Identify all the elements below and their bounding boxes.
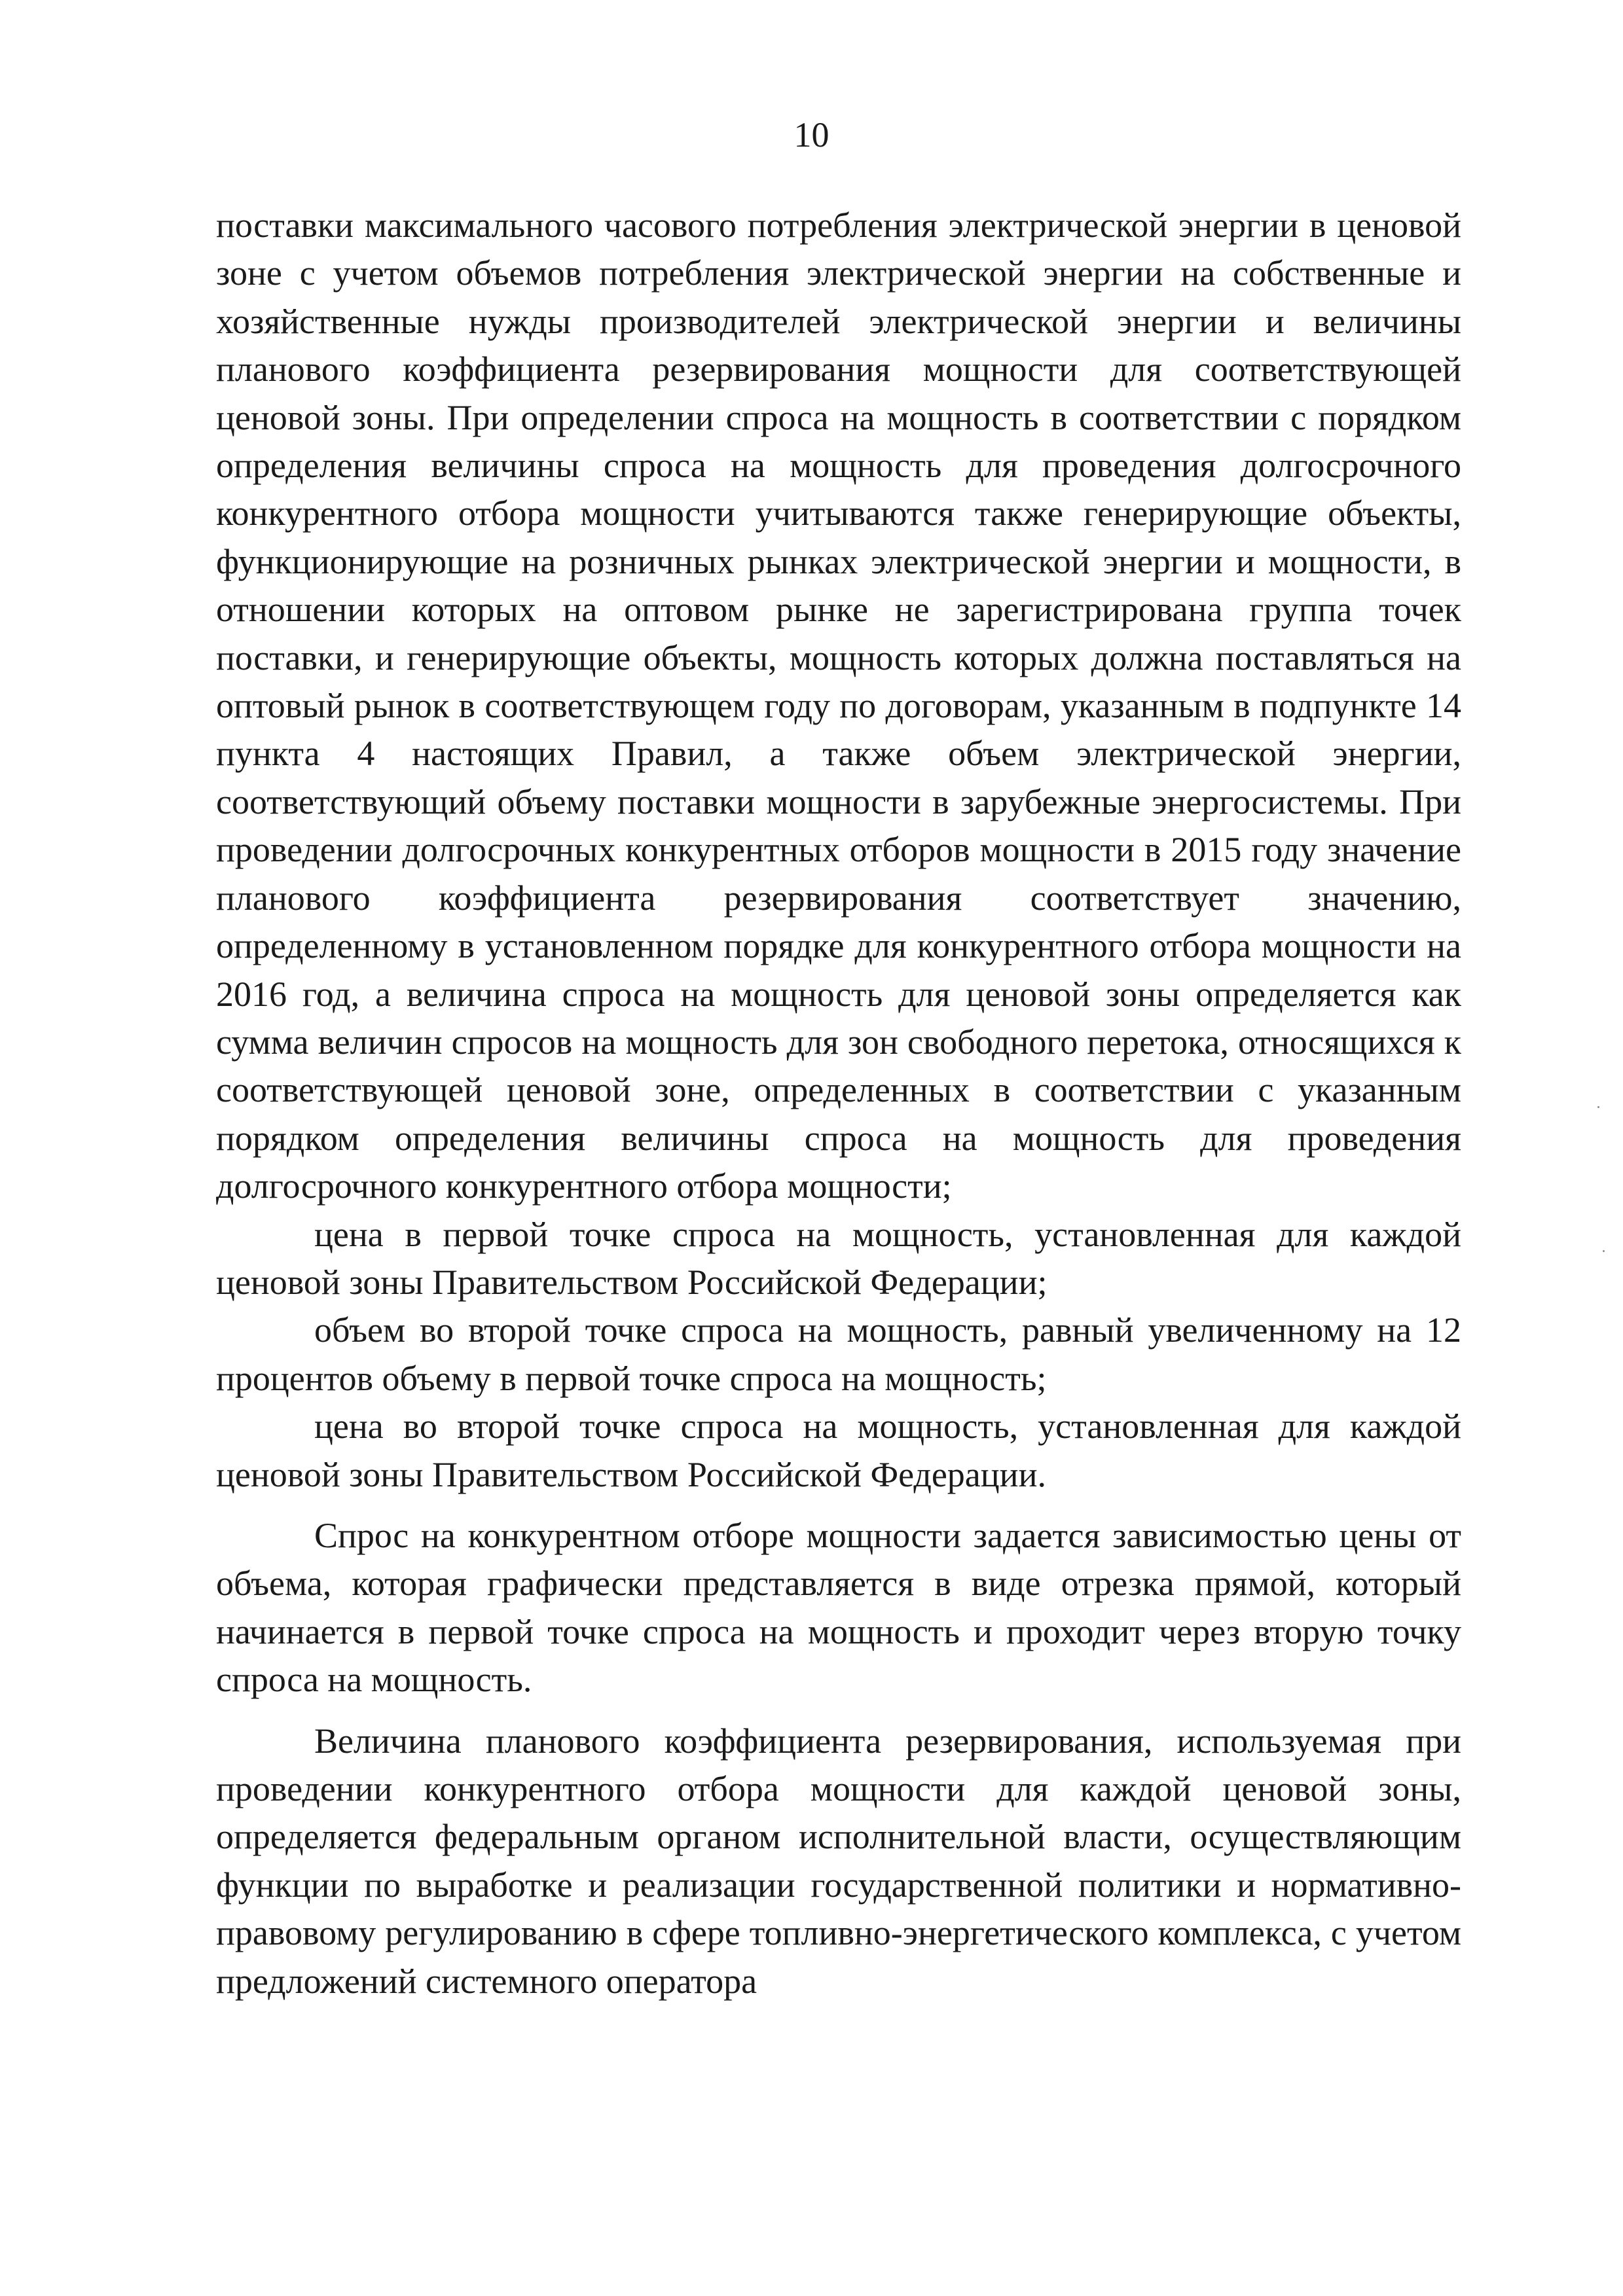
paragraph-volume-second-point: объем во второй точке спроса на мощность, равный увеличенному на 12 процентов объему в первой точке спроса на мощность;	[216, 1310, 1461, 1398]
page-number: 10	[793, 115, 830, 154]
scan-dust-mark	[1597, 1106, 1599, 1108]
paragraph-continuation: поставки максимального часового потребления электрической энергии в ценовой зоне с учетом объемов потребления электрической энергии на собственные и хозяйственные нужды производителей электрической энергии и величины планового коэффициента резервирования мощности для соответствующей ценовой зоны. При определении спроса на мощность в соответствии с порядком определения величины спроса на мощность для проведения долгосрочного конкурентного отбора мощности учитываются также генерирующие объекты, функционирующие на розничных рынках электрической энергии и мощности, в отношении которых на оптовом рынке не зарегистрирована группа точек поставки, и генерирующие объекты, мощность которых должна поставляться на оптовый рынок в соответствующем году по договорам, указанным в подпункте 14 пункта 4 настоящих Правил, а также объем электрической энергии, соответствующий объему поставки мощности в зарубежные энергосистемы. При проведении долгосрочных конкурентных отборов мощности в 2015 году значение планового коэффициента резервирования соответствует значению, определенному в установленном порядке для конкурентного отбора мощности на 2016 год, а величина спроса на мощность для ценовой зоны определяется как сумма величин спросов на мощность для зон свободного перетока, относящихся к соответствующей ценовой зоне, определенных в соответствии с указанным порядком определения величины спроса на мощность для проведения долгосрочного конкурентного отбора мощности;	[216, 206, 1461, 1206]
scan-dust-mark	[1603, 1250, 1605, 1252]
document-body	[216, 202, 1461, 2005]
paragraph-reserve-coefficient: Величина планового коэффициента резервирования, используемая при проведении конкурентного отбора мощности для каждой ценовой зоны, определяется федеральным органом исполнительной власти, осуществляющим функции по выработке и реализации государственной политики и нормативно-правовому регулированию в сфере топливно-энергетического комплекса, с учетом предложений системного оператора	[216, 1721, 1461, 2001]
paragraph-price-second-point: цена во второй точке спроса на мощность, установленная для каждой ценовой зоны Правительством Российской Федерации.	[216, 1407, 1461, 1494]
paragraph-price-first-point: цена в первой точке спроса на мощность, установленная для каждой ценовой зоны Правительством Российской Федерации;	[216, 1214, 1461, 1302]
paragraph-demand-function: Спрос на конкурентном отборе мощности задается зависимостью цены от объема, которая графически представляется в виде отрезка прямой, который начинается в первой точке спроса на мощность и проходит через вторую точку спроса на мощность.	[216, 1515, 1461, 1700]
